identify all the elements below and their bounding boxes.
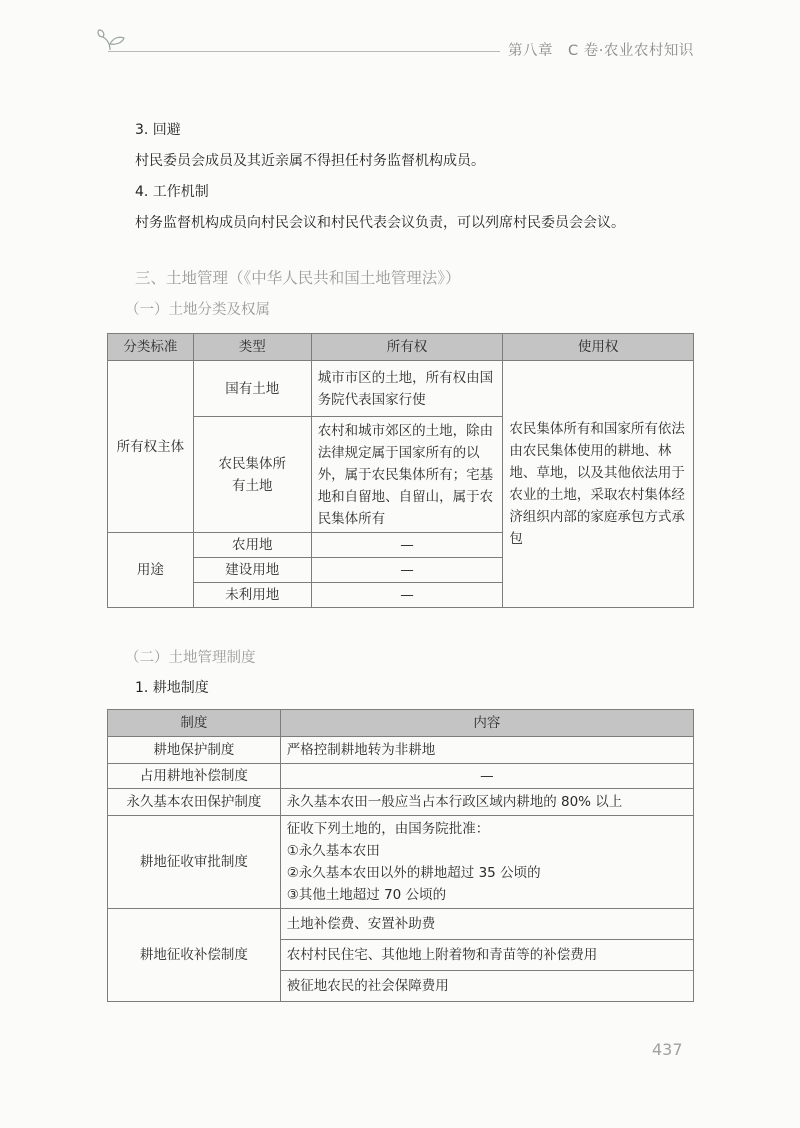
paragraph-title: 3. 回避	[135, 122, 181, 138]
content-cell: 永久基本农田一般应当占本行政区域内耕地的 80% 以上	[280, 789, 693, 816]
paragraph-body: 村务监督机构成员向村民会议和村民代表会议负责，可以列席村民委员会会议。	[135, 215, 625, 231]
group-cell: 所有权主体	[108, 361, 194, 533]
system-name-cell: 占用耕地补偿制度	[108, 764, 281, 789]
content-cell: 土地补偿费、安置补助费	[280, 909, 693, 940]
sprout-icon	[96, 28, 130, 52]
paragraph-body: 村民委员会成员及其近亲属不得担任村务监督机构成员。	[135, 153, 485, 169]
table-header: 所有权	[311, 334, 503, 361]
content-cell: —	[280, 764, 693, 789]
table-header: 使用权	[503, 334, 694, 361]
table-row	[108, 764, 694, 789]
type-cell: 建设用地	[193, 558, 311, 583]
content-line: ③其他土地超过 70 公顷的	[286, 887, 447, 903]
subsection-heading: （一）土地分类及权属	[125, 302, 270, 318]
content-cell: 农村村民住宅、其他地上附着物和青苗等的补偿费用	[280, 940, 693, 971]
ownership-cell: —	[311, 558, 503, 583]
ownership-cell: —	[311, 583, 503, 608]
header-rule	[108, 51, 500, 52]
content-line: ②永久基本农田以外的耕地超过 35 公顷的	[286, 865, 541, 881]
system-name-cell: 永久基本农田保护制度	[108, 789, 281, 816]
table-row	[108, 737, 694, 764]
ownership-cell: 农村和城市郊区的土地，除由法律规定属于国家所有的以外，属于农民集体所有；宅基地和自留地、自留山，属于农民集体所有	[311, 417, 503, 533]
table-header: 内容	[280, 710, 693, 737]
table-row	[108, 361, 694, 417]
land-classification-table	[107, 333, 694, 608]
type-cell: 农用地	[193, 533, 311, 558]
type-cell: 未利用地	[193, 583, 311, 608]
content-cell: 严格控制耕地转为非耕地	[280, 737, 693, 764]
ownership-cell: —	[311, 533, 503, 558]
type-cell: 农民集体所有土地	[193, 417, 311, 533]
group-cell: 用途	[108, 533, 194, 608]
table-row	[108, 789, 694, 816]
page-number: 437	[652, 1040, 683, 1059]
table-header: 类型	[193, 334, 311, 361]
system-name-cell: 耕地征收补偿制度	[108, 909, 281, 1002]
table-header: 分类标准	[108, 334, 194, 361]
section-heading: 三、土地管理（《中华人民共和国土地管理法》）	[135, 269, 461, 287]
subsection-heading: （二）土地管理制度	[125, 650, 256, 666]
system-name-cell: 耕地保护制度	[108, 737, 281, 764]
item-heading: 1. 耕地制度	[135, 680, 209, 696]
table-row	[108, 816, 694, 909]
content-cell	[280, 816, 693, 909]
system-name-cell: 耕地征收审批制度	[108, 816, 281, 909]
type-cell: 国有土地	[193, 361, 311, 417]
table-row	[108, 909, 694, 940]
ownership-cell: 城市市区的土地，所有权由国务院代表国家行使	[311, 361, 503, 417]
content-line: 征收下列土地的，由国务院批准：	[286, 821, 490, 837]
farmland-system-table	[107, 709, 694, 1002]
content-cell: 被征地农民的社会保障费用	[280, 971, 693, 1002]
paragraph-title: 4. 工作机制	[135, 184, 209, 200]
use-right-cell: 农民集体所有和国家所有依法由农民集体使用的耕地、林地、草地，以及其他依法用于农业的土地，采取农村集体经济组织内部的家庭承包方式承包	[503, 361, 694, 608]
chapter-header: 第八章 C 卷·农业农村知识	[508, 43, 694, 59]
content-line: ①永久基本农田	[286, 843, 380, 859]
table-header: 制度	[108, 710, 281, 737]
